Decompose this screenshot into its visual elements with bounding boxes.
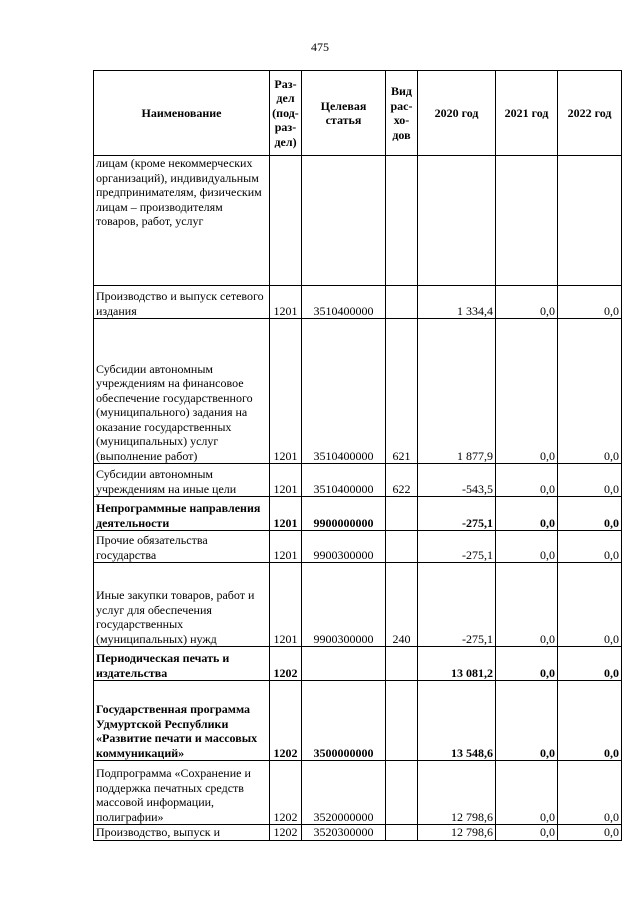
- row-target: 9900000000: [302, 497, 386, 531]
- row-2021: 0,0: [496, 319, 558, 464]
- row-name: Непрограммные направления деятельности: [94, 497, 270, 531]
- header-name: Наименование: [94, 71, 270, 156]
- row-target: 3520300000: [302, 825, 386, 841]
- row-target: 9900300000: [302, 563, 386, 647]
- row-section: 1201: [270, 464, 302, 497]
- row-target: [302, 647, 386, 681]
- row-section: 1202: [270, 647, 302, 681]
- table-row: [94, 319, 622, 464]
- row-type: 622: [386, 464, 418, 497]
- table-row: [94, 286, 622, 319]
- header-row: [94, 71, 622, 156]
- row-2021: 0,0: [496, 681, 558, 761]
- table-row: [94, 531, 622, 563]
- row-type: [386, 761, 418, 825]
- row-2020: 1 334,4: [418, 286, 496, 319]
- row-2020: 1 877,9: [418, 319, 496, 464]
- row-2022: 0,0: [558, 464, 622, 497]
- row-2021: 0,0: [496, 563, 558, 647]
- table-row: [94, 761, 622, 825]
- row-target: 3520000000: [302, 761, 386, 825]
- row-type: [386, 647, 418, 681]
- table-row: [94, 464, 622, 497]
- row-name: Субсидии автономным учреждениям на финансовое обеспечение государственного (муниципального) задания на оказание государственных (муниципальных) услуг (выполнение работ): [94, 319, 270, 464]
- row-name: Субсидии автономным учреждениям на иные цели: [94, 464, 270, 497]
- row-2020: [418, 156, 496, 286]
- row-type: [386, 156, 418, 286]
- table-row: [94, 563, 622, 647]
- row-name: Прочие обязательства государства: [94, 531, 270, 563]
- header-section: Раз-дел (под-раз-дел): [270, 71, 302, 156]
- row-2021: 0,0: [496, 464, 558, 497]
- row-2022: 0,0: [558, 497, 622, 531]
- row-2020: 13 081,2: [418, 647, 496, 681]
- row-target: [302, 156, 386, 286]
- row-target: 3500000000: [302, 681, 386, 761]
- row-2020: -275,1: [418, 531, 496, 563]
- row-2022: 0,0: [558, 563, 622, 647]
- row-2022: 0,0: [558, 531, 622, 563]
- row-2020: -275,1: [418, 563, 496, 647]
- table-row: [94, 681, 622, 761]
- row-name: Периодическая печать и издательства: [94, 647, 270, 681]
- row-section: 1201: [270, 319, 302, 464]
- row-type: [386, 497, 418, 531]
- row-type: [386, 681, 418, 761]
- row-name: Производство, выпуск и: [94, 825, 270, 841]
- row-2020: 13 548,6: [418, 681, 496, 761]
- table-row: [94, 647, 622, 681]
- row-section: 1201: [270, 497, 302, 531]
- row-2021: [496, 156, 558, 286]
- row-target: 9900300000: [302, 531, 386, 563]
- row-2022: [558, 156, 622, 286]
- header-target: Целевая статья: [302, 71, 386, 156]
- row-section: 1201: [270, 563, 302, 647]
- row-2020: 12 798,6: [418, 825, 496, 841]
- row-target: 3510400000: [302, 464, 386, 497]
- row-section: 1201: [270, 531, 302, 563]
- header-2021: 2021 год: [496, 71, 558, 156]
- row-target: 3510400000: [302, 286, 386, 319]
- row-2021: 0,0: [496, 647, 558, 681]
- header-expense-type: Вид рас-хо-дов: [386, 71, 418, 156]
- table-row: [94, 497, 622, 531]
- header-2020: 2020 год: [418, 71, 496, 156]
- row-name: Иные закупки товаров, работ и услуг для обеспечения государственных (муниципальных) нужд: [94, 563, 270, 647]
- row-section: 1202: [270, 825, 302, 841]
- row-2022: 0,0: [558, 647, 622, 681]
- page-number: 475: [311, 40, 329, 54]
- row-2022: 0,0: [558, 825, 622, 841]
- row-target: 3510400000: [302, 319, 386, 464]
- row-name: Подпрограмма «Сохранение и поддержка печатных средств массовой информации, полиграфии»: [94, 761, 270, 825]
- row-section: 1202: [270, 681, 302, 761]
- row-type: 240: [386, 563, 418, 647]
- row-2021: 0,0: [496, 286, 558, 319]
- row-2020: -275,1: [418, 497, 496, 531]
- table-row: [94, 156, 622, 286]
- row-type: 621: [386, 319, 418, 464]
- row-section: 1202: [270, 761, 302, 825]
- row-2021: 0,0: [496, 825, 558, 841]
- row-2022: 0,0: [558, 319, 622, 464]
- budget-table: [93, 70, 622, 841]
- row-2021: 0,0: [496, 497, 558, 531]
- row-2020: 12 798,6: [418, 761, 496, 825]
- row-2021: 0,0: [496, 531, 558, 563]
- row-2020: -543,5: [418, 464, 496, 497]
- row-2022: 0,0: [558, 761, 622, 825]
- row-section: [270, 156, 302, 286]
- row-2021: 0,0: [496, 761, 558, 825]
- row-name: лицам (кроме некоммерческих организаций), индивидуальным предпринимателям, физическим лицам – производителям товаров, работ, услуг: [94, 156, 270, 286]
- row-type: [386, 825, 418, 841]
- header-2022: 2022 год: [558, 71, 622, 156]
- row-type: [386, 531, 418, 563]
- row-name: Государственная программа Удмуртской Республики «Развитие печати и массовых коммуникаций»: [94, 681, 270, 761]
- row-section: 1201: [270, 286, 302, 319]
- table-row: [94, 825, 622, 841]
- row-name: Производство и выпуск сетевого издания: [94, 286, 270, 319]
- row-2022: 0,0: [558, 681, 622, 761]
- row-2022: 0,0: [558, 286, 622, 319]
- row-type: [386, 286, 418, 319]
